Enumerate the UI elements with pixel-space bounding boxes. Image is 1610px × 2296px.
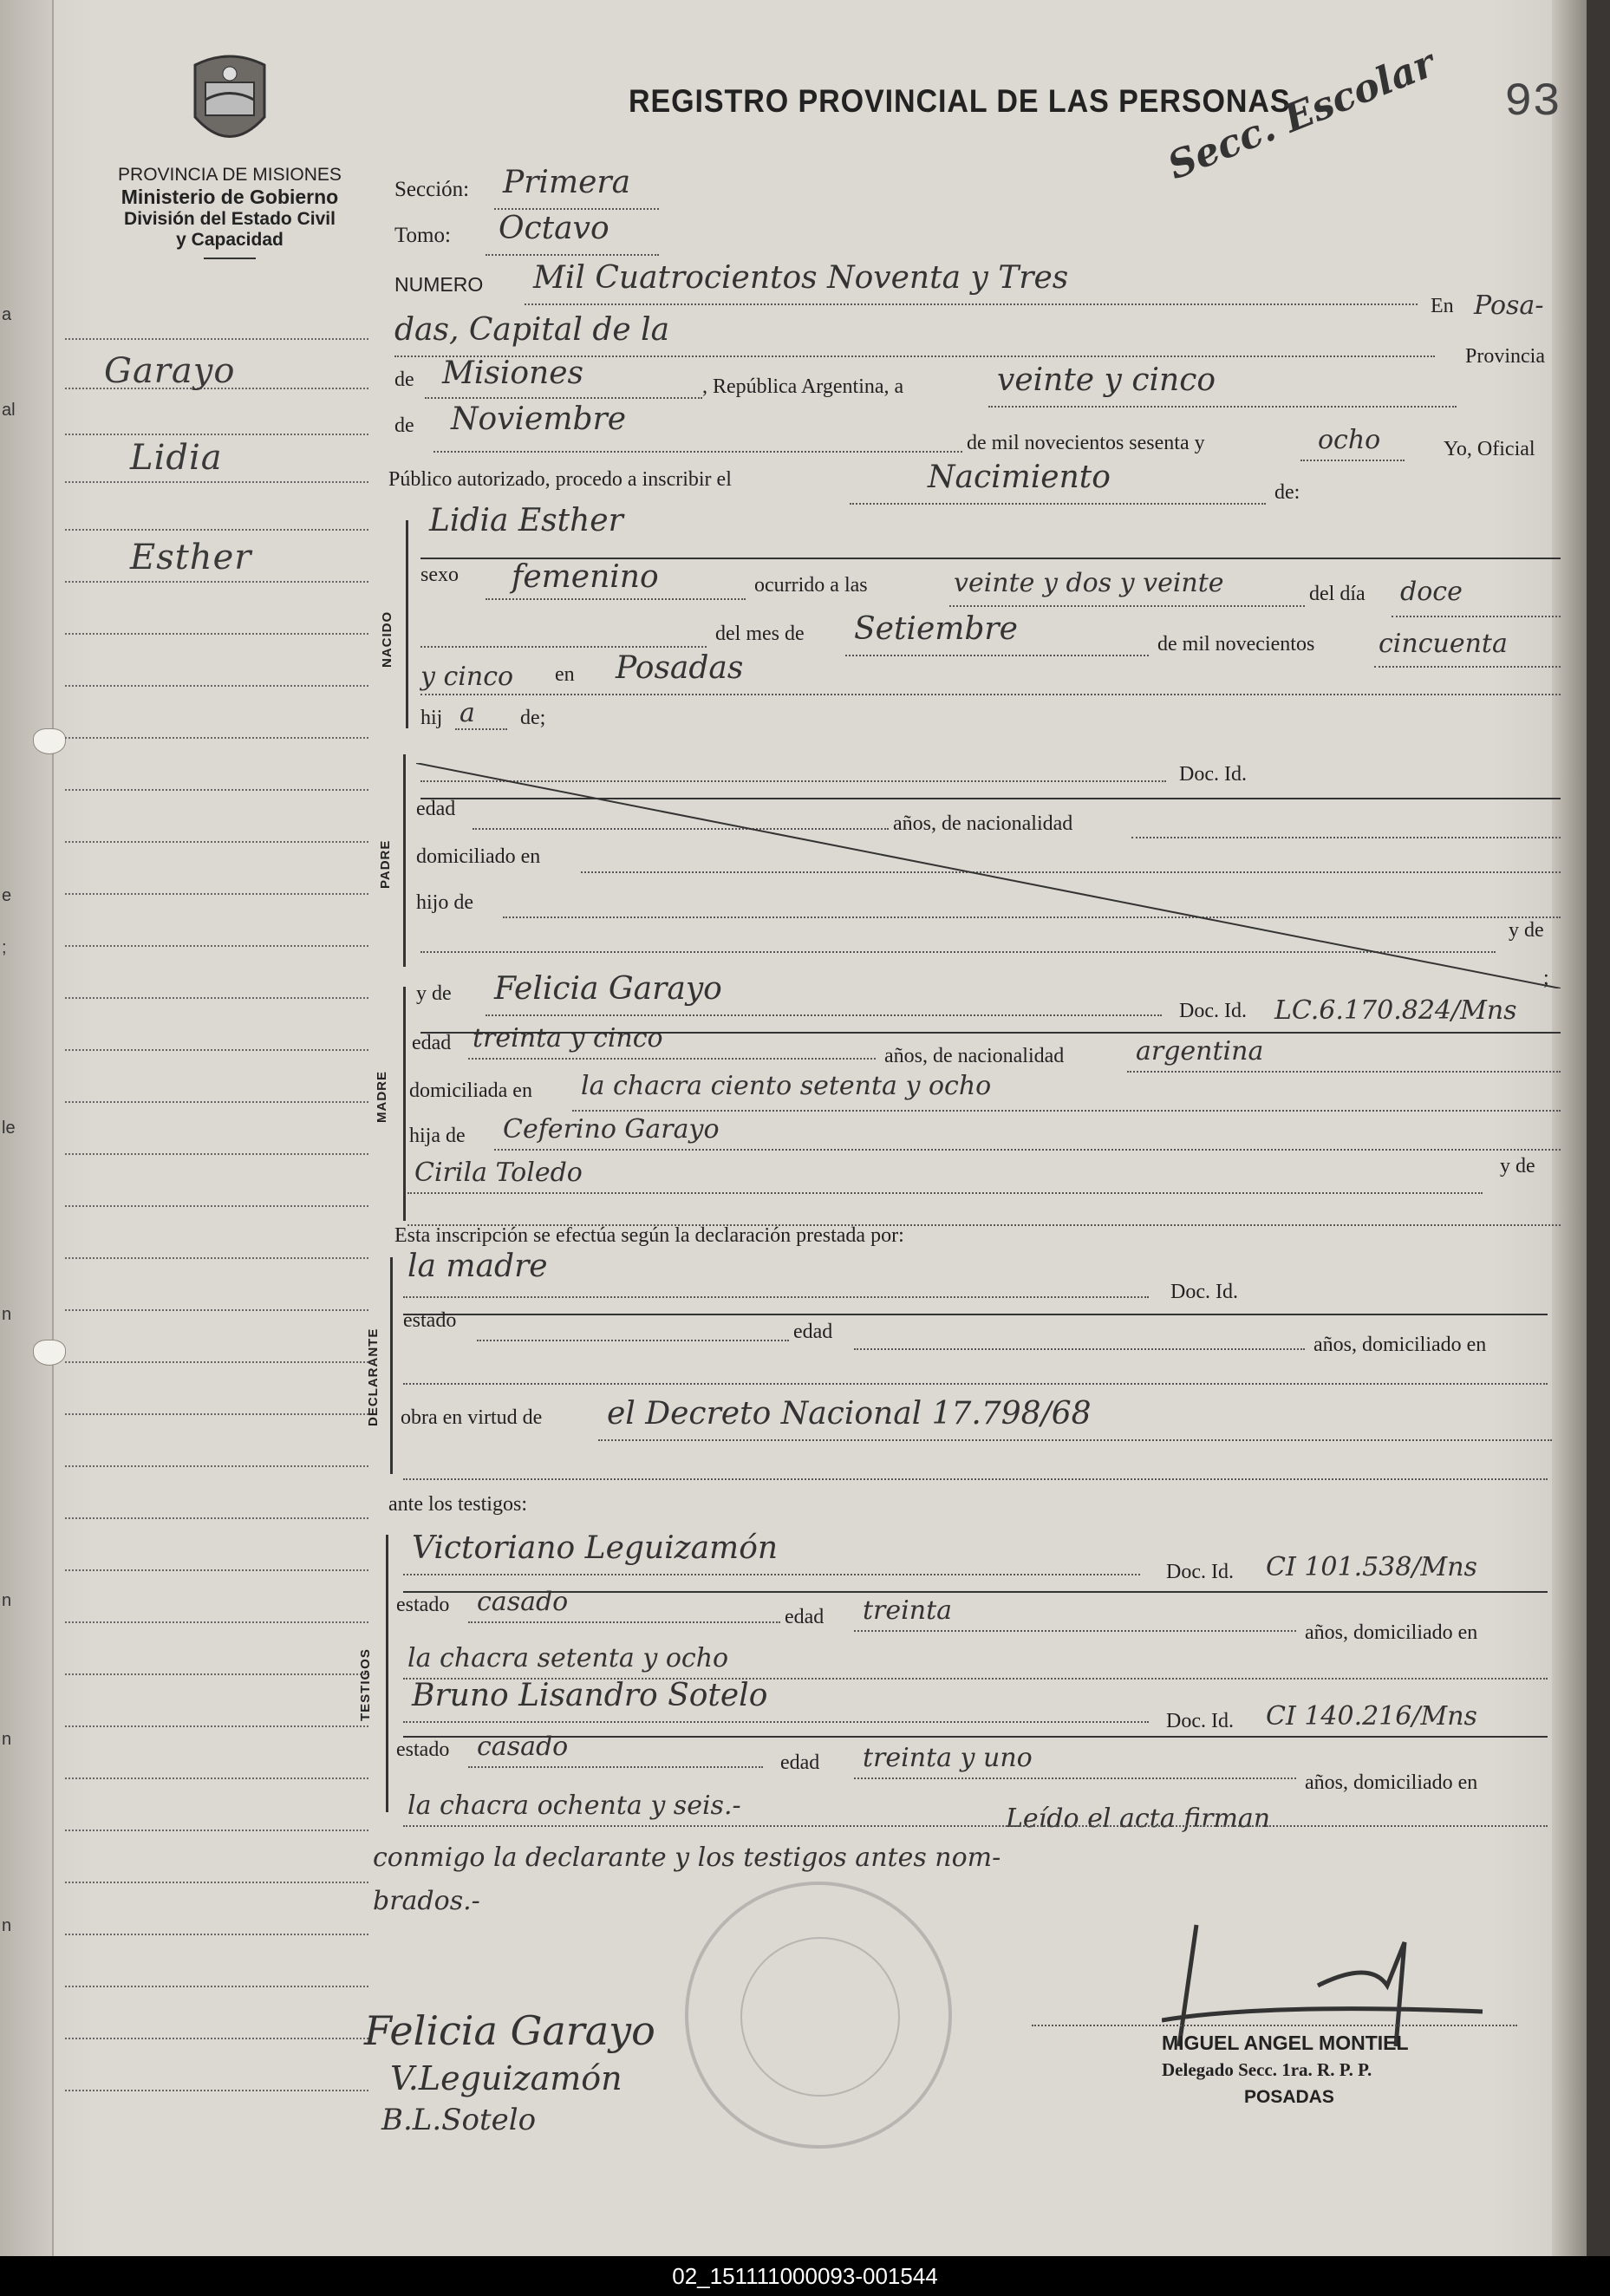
closing-text-2: conmigo la declarante y los testigos antes nom- — [373, 1843, 1001, 1873]
field-mes-nac: Setiembre — [854, 611, 1018, 647]
field-testigo2: Bruno Lisandro Sotelo — [412, 1678, 768, 1713]
label-y-de-madre-2: y de — [1500, 1155, 1535, 1177]
label-ocurrido: ocurrido a las — [754, 574, 868, 597]
field-madre-madre: Cirila Toledo — [414, 1158, 583, 1188]
label-y-de-madre: y de — [416, 982, 452, 1005]
field-testigo2-edad: treinta y uno — [863, 1743, 1033, 1773]
field-anio-nac-2: y cinco — [420, 662, 514, 692]
label-republica: , República Argentina, a — [702, 375, 904, 398]
label-dom-testigo1: años, domiciliado en — [1305, 1621, 1478, 1644]
label-provincia: Provincia — [1465, 345, 1545, 368]
official-signature-text — [1335, 1968, 1359, 2008]
label-de-colon: de: — [1274, 481, 1300, 504]
label-edad-declarante: edad — [793, 1321, 833, 1343]
section-bracket-testigos — [386, 1535, 388, 1812]
label-hij: hij — [420, 707, 443, 729]
section-bracket-padre — [403, 754, 406, 967]
label-dom-madre: domiciliada en — [409, 1080, 532, 1102]
side-label-testigos: TESTIGOS — [358, 1648, 373, 1721]
field-numero-1: Mil Cuatrocientos Noventa y Tres — [533, 260, 1069, 296]
label-de: de — [394, 369, 414, 391]
label-dom-padre: domiciliado en — [416, 845, 541, 868]
strip-letter: al — [2, 401, 16, 420]
label-edad-testigo2: edad — [780, 1751, 820, 1774]
label-dom-testigo2: años, domiciliado en — [1305, 1771, 1478, 1794]
label-y-de-padre: y de — [1509, 919, 1544, 942]
label-doc-padre: Doc. Id. — [1179, 763, 1247, 786]
field-acto: Nacimiento — [928, 460, 1111, 495]
field-madre-nac: argentina — [1136, 1036, 1264, 1066]
label-doc-testigo2: Doc. Id. — [1166, 1710, 1234, 1732]
side-label-padre: PADRE — [378, 839, 393, 889]
signature-witness2: B.L.Sotelo — [381, 2103, 537, 2137]
page-title: REGISTRO PROVINCIAL DE LAS PERSONAS — [629, 83, 1291, 119]
field-lugar-nac: Posadas — [616, 650, 744, 686]
field-madre-edad: treinta y cinco — [473, 1023, 663, 1053]
field-madre-padre: Ceferino Garayo — [503, 1114, 720, 1145]
division-capacity: y Capacidad — [176, 230, 284, 250]
page-number: 93 — [1504, 76, 1561, 129]
coat-of-arms-icon — [186, 48, 273, 160]
field-provincia: Misiones — [442, 355, 584, 391]
issuer-header — [82, 165, 377, 266]
field-anio: ocho — [1318, 425, 1381, 455]
label-edad-padre: edad — [416, 798, 456, 820]
label-de-mil-nov: de mil novecientos — [1157, 633, 1315, 656]
divider — [204, 258, 256, 259]
field-numero-2: das, Capital de la — [394, 312, 670, 348]
field-testigo1-estado: casado — [477, 1587, 569, 1617]
strip-letter: le — [2, 1119, 16, 1138]
field-madre-dom: la chacra ciento setenta y ocho — [581, 1071, 992, 1101]
field-declarante: la madre — [407, 1249, 548, 1284]
field-testigo2-dom: la chacra ochenta y seis.- — [407, 1790, 741, 1821]
label-del-mes: del mes de — [715, 623, 805, 645]
field-en: Posa- — [1474, 290, 1544, 321]
field-madre-doc: LC.6.170.824/Mns — [1274, 995, 1517, 1026]
page-edge — [1552, 0, 1587, 2256]
label-dom-declarante: años, domiciliado en — [1313, 1334, 1487, 1356]
division-name: División del Estado Civil — [124, 209, 336, 229]
field-seccion: Primera — [503, 165, 631, 200]
label-nac-madre: años, de nacionalidad — [884, 1045, 1065, 1067]
margin-firstname: Lidia — [130, 438, 223, 478]
label-numero: NUMERO — [394, 273, 484, 296]
strip-letter: n — [2, 1305, 12, 1324]
field-testigo1-doc: CI 101.538/Mns — [1266, 1552, 1477, 1582]
binding-hole — [33, 1340, 66, 1366]
province-name: PROVINCIA DE MISIONES — [118, 165, 342, 185]
strip-letter: e — [2, 886, 12, 905]
field-testigo1-edad: treinta — [863, 1595, 953, 1626]
label-publico: Público autorizado, procedo a inscribir el — [388, 468, 732, 491]
field-testigo2-doc: CI 140.216/Mns — [1266, 1701, 1477, 1732]
label-mil-sesenta: de mil novecientos sesenta y — [967, 432, 1205, 454]
label-edad-testigo1: edad — [785, 1606, 825, 1628]
label-semicolon-padre: ; — [1543, 967, 1549, 989]
field-testigo1: Victoriano Leguizamón — [412, 1530, 779, 1566]
section-bracket-madre — [403, 987, 406, 1221]
top-signature: Secc. Escolar — [1162, 41, 1442, 189]
field-testigo1-dom: la chacra setenta y ocho — [407, 1643, 729, 1673]
label-estado-testigo2: estado — [396, 1738, 450, 1761]
strip-letter: a — [2, 305, 12, 324]
field-hora: veinte y dos y veinte — [954, 568, 1224, 598]
label-doc-declarante: Doc. Id. — [1170, 1281, 1238, 1303]
strip-letter: n — [2, 1591, 12, 1610]
field-madre-nombre: Felicia Garayo — [494, 971, 722, 1007]
side-label-declarante: DECLARANTE — [366, 1327, 381, 1426]
section-bracket-declarante — [390, 1257, 393, 1474]
signature-felicia: Felicia Garayo — [364, 2007, 655, 2054]
field-dia-nac: doce — [1400, 577, 1463, 607]
label-tomo: Tomo: — [394, 224, 451, 247]
official-seal — [685, 1882, 952, 2149]
binding-strip — [0, 0, 54, 2256]
field-dia: veinte y cinco — [997, 362, 1216, 398]
label-yo-oficial: Yo, Oficial — [1444, 438, 1535, 460]
section-bracket-nacido — [406, 520, 408, 728]
binding-hole — [33, 728, 66, 754]
strip-letter: ; — [2, 938, 7, 957]
label-del-dia: del día — [1309, 583, 1366, 605]
cancel-stroke — [416, 763, 1561, 988]
side-label-madre: MADRE — [375, 1071, 389, 1123]
closing-text-3: brados.- — [373, 1886, 480, 1916]
field-tomo: Octavo — [499, 211, 609, 246]
label-edad-madre: edad — [412, 1032, 452, 1054]
margin-surname: Garayo — [104, 351, 236, 391]
label-en: En — [1431, 295, 1454, 317]
margin-middlename: Esther — [130, 538, 252, 577]
label-hijo-padre: hijo de — [416, 891, 473, 914]
label-declaracion: Esta inscripción se efectúa según la declaración prestada por: — [394, 1224, 904, 1247]
label-doc-madre: Doc. Id. — [1179, 1000, 1247, 1022]
label-de-semicolon: de; — [520, 707, 546, 729]
label-seccion: Sección: — [394, 178, 470, 201]
label-hija-de: hija de — [409, 1125, 466, 1147]
ministry-name: Ministerio de Gobierno — [121, 186, 339, 208]
label-ante-testigos: ante los testigos: — [388, 1493, 527, 1516]
field-sexo: femenino — [512, 559, 659, 595]
label-estado-declarante: estado — [403, 1309, 457, 1332]
side-label-nacido: NACIDO — [380, 610, 394, 668]
label-estado-testigo1: estado — [396, 1594, 450, 1616]
signature-witness1: V.Leguizamón — [390, 2059, 622, 2097]
footer-id-bar: 02_151111000093-001544 — [0, 2256, 1610, 2296]
field-nombre: Lidia Esther — [429, 503, 623, 538]
label-en-lugar: en — [555, 663, 575, 686]
official-role: Delegado Secc. 1ra. R. P. P. — [1162, 2059, 1372, 2080]
closing-text-1: Leído el acta firman — [1006, 1804, 1271, 1834]
field-anio-nac-1: cincuenta — [1379, 629, 1508, 659]
official-name: MIGUEL ANGEL MONTIEL — [1162, 2032, 1409, 2054]
field-testigo2-estado: casado — [477, 1732, 569, 1762]
strip-letter: n — [2, 1916, 12, 1935]
label-obra-virtud: obra en virtud de — [401, 1406, 543, 1429]
field-hij-suffix: a — [460, 698, 475, 728]
label-nac-padre: años, de nacionalidad — [893, 812, 1073, 835]
field-decreto: el Decreto Nacional 17.798/68 — [607, 1396, 1092, 1432]
field-mes: Noviembre — [451, 401, 627, 437]
official-city: POSADAS — [1244, 2087, 1334, 2107]
strip-letter: n — [2, 1730, 12, 1749]
label-de-mes: de — [394, 414, 414, 437]
label-sexo: sexo — [420, 564, 459, 586]
label-doc-testigo1: Doc. Id. — [1166, 1561, 1234, 1583]
